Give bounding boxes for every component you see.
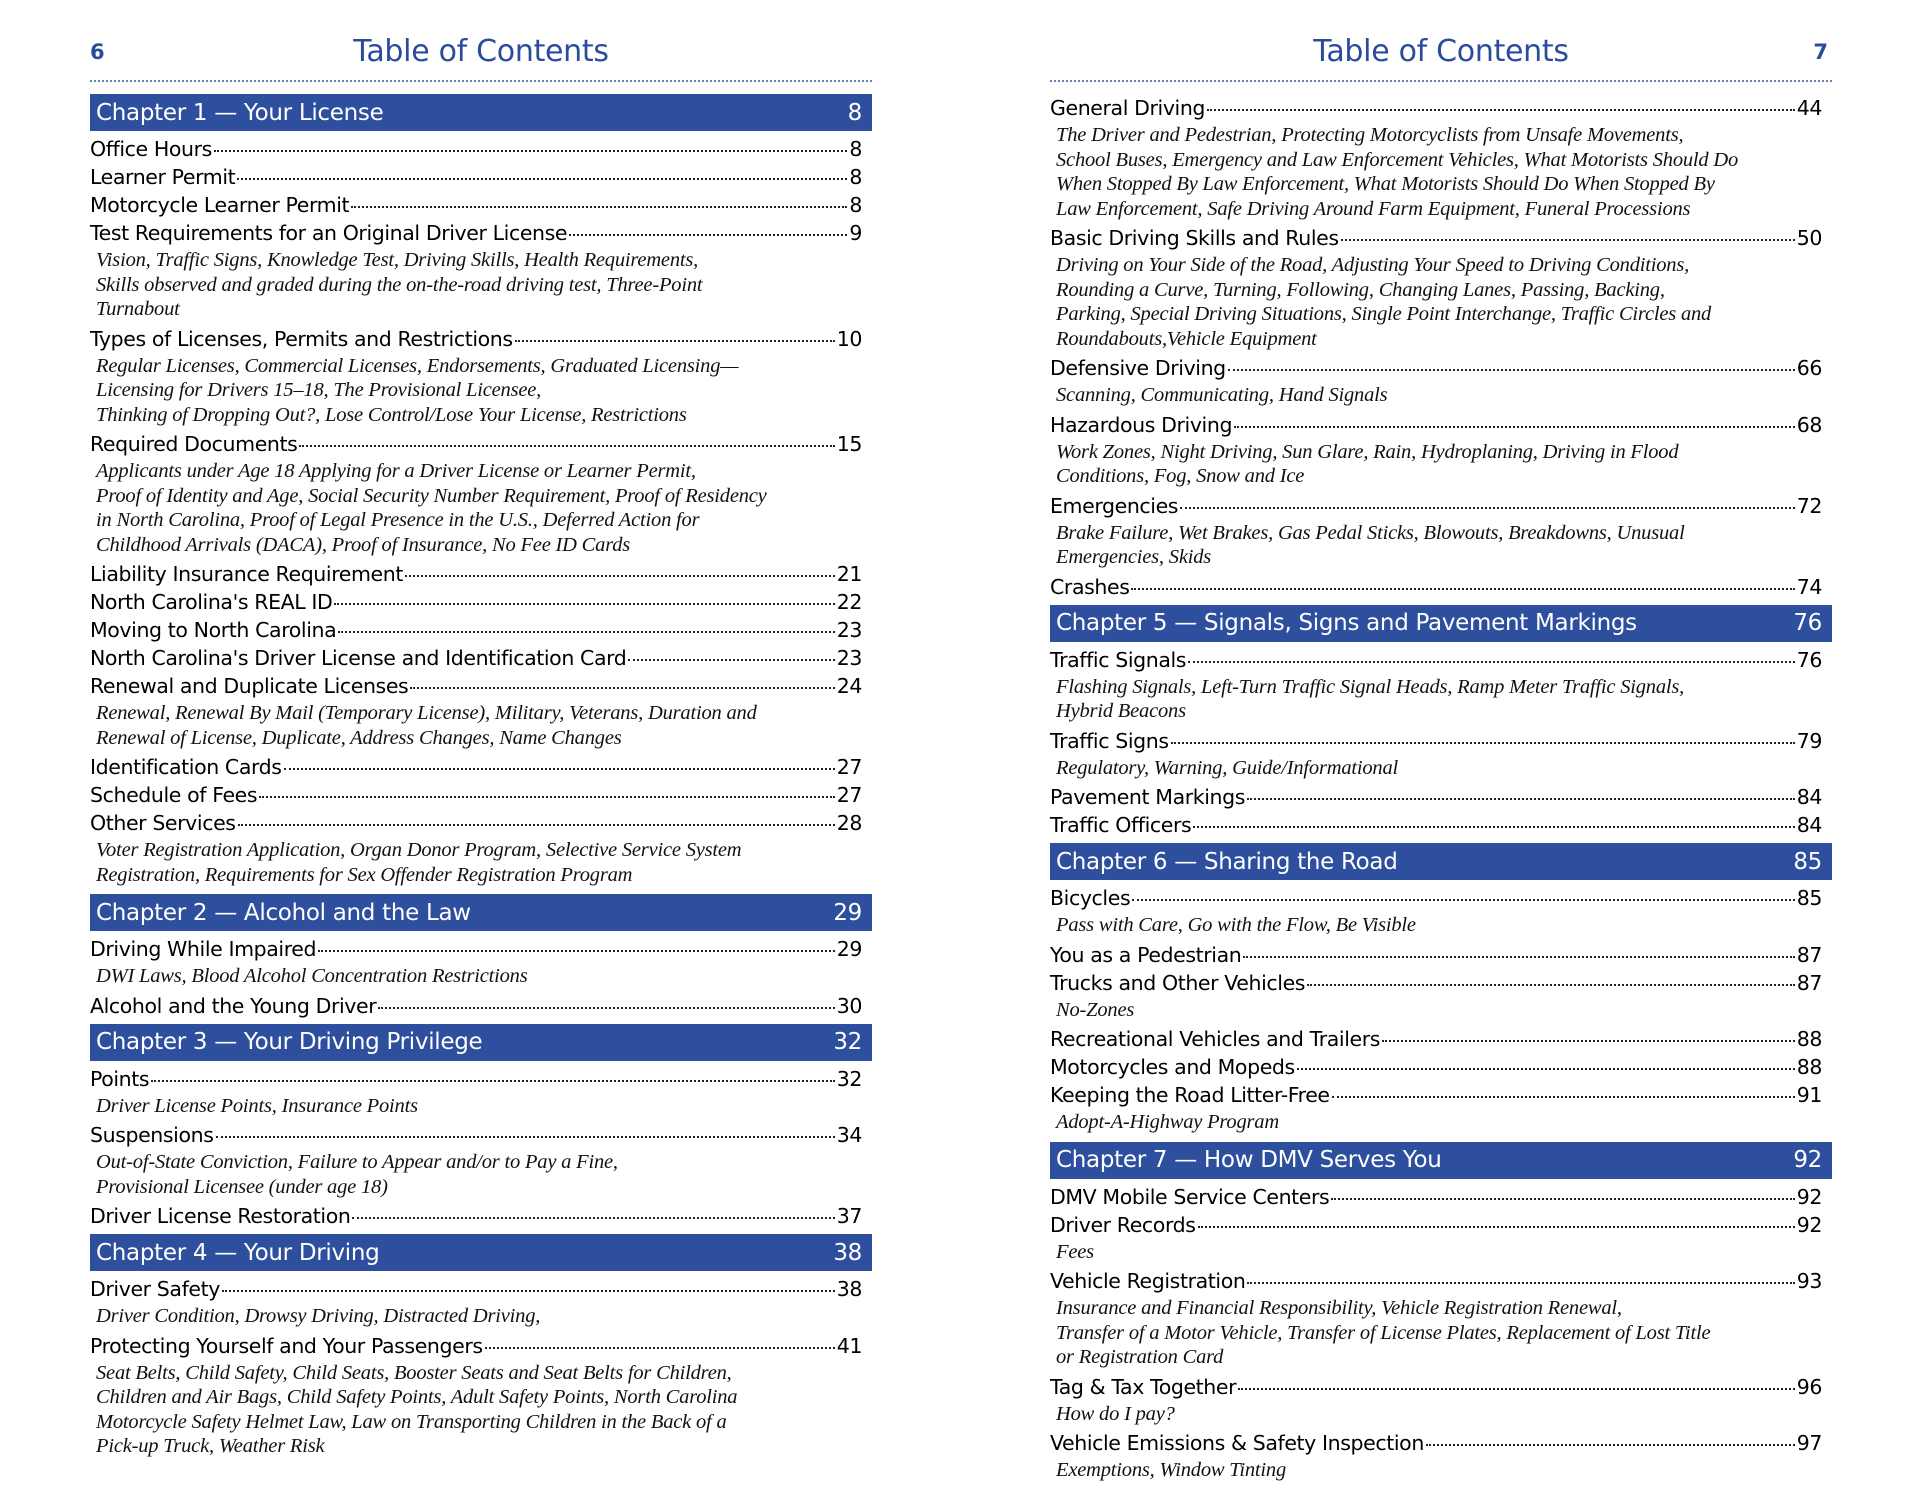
toc-entry[interactable] (90, 219, 872, 247)
toc-entry[interactable] (90, 1121, 872, 1149)
entry-page: 10 (836, 326, 862, 351)
entry-description (90, 837, 872, 890)
description-line: Childhood Arrivals (DACA), Proof of Insurance, No Fee ID Cards (96, 533, 631, 556)
toc-entry[interactable] (1050, 783, 1832, 811)
entry-label: Suspensions (90, 1123, 214, 1147)
dot-leader (214, 150, 847, 152)
description-line: Law Enforcement, Safe Driving Around Farm Equipment, Funeral Processions (1056, 197, 1691, 220)
dot-leader (1247, 798, 1795, 800)
entry-label: North Carolina's Driver License and Identification Card (90, 646, 627, 670)
entry-page: 68 (1796, 412, 1822, 437)
chapter-heading[interactable] (1050, 843, 1832, 880)
dot-leader (334, 603, 834, 605)
chapter-title: Chapter 4 — Your Driving (96, 1239, 380, 1266)
entry-description (1050, 122, 1832, 224)
toc-entry[interactable] (1050, 646, 1832, 674)
page-header (1050, 0, 1832, 80)
chapter-page: 85 (1793, 848, 1822, 875)
description-line: Scanning, Communicating, Hand Signals (1056, 384, 1388, 406)
entry-label: Pavement Markings (1050, 785, 1246, 809)
dot-leader (1234, 426, 1795, 428)
entry-description (1050, 520, 1832, 573)
dot-leader (1238, 1388, 1795, 1390)
toc-entry[interactable] (1050, 884, 1832, 912)
dot-leader (1331, 1198, 1794, 1200)
entry-label: Liability Insurance Requirement (90, 562, 403, 586)
entry-description (1050, 1109, 1832, 1138)
dot-leader (1341, 239, 1795, 241)
entry-description (1050, 997, 1832, 1026)
entry-description (1050, 912, 1832, 941)
entry-page: 29 (836, 937, 862, 961)
entry-description (90, 353, 872, 431)
toc-entry[interactable] (90, 672, 872, 700)
toc-entry[interactable] (90, 325, 872, 353)
toc-entry[interactable] (1050, 969, 1832, 997)
description-line: Transfer of a Motor Vehicle, Transfer of License Plates, Replacement of Lost Title (1056, 1321, 1711, 1344)
entry-label: Schedule of Fees (90, 783, 258, 807)
dot-leader (299, 445, 834, 447)
entry-page: 84 (1796, 813, 1822, 837)
chapter-heading[interactable] (90, 894, 872, 931)
chapter-title: Chapter 1 — Your License (96, 99, 384, 126)
toc-entry[interactable] (90, 588, 872, 616)
toc-list (1050, 94, 1832, 1486)
description-line: Flashing Signals, Left-Turn Traffic Signal Heads, Ramp Meter Traffic Signals, (1056, 675, 1685, 698)
description-line: Parking, Special Driving Situations, Single Point Interchange, Traffic Circles and (1056, 303, 1712, 325)
dot-leader (238, 824, 835, 826)
entry-page: 96 (1796, 1374, 1822, 1399)
description-line: No-Zones (1056, 998, 1135, 1021)
entry-page: 87 (1796, 942, 1822, 967)
entry-page: 92 (1796, 1212, 1822, 1237)
entry-page: 76 (1796, 647, 1822, 672)
toc-entry[interactable] (1050, 811, 1832, 839)
entry-label: Vehicle Registration (1050, 1269, 1246, 1293)
entry-label: Traffic Signals (1050, 647, 1187, 672)
dot-leader (1131, 588, 1794, 590)
entry-label: Types of Licenses, Permits and Restrictions (90, 326, 513, 351)
description-line: Applicants under Age 18 Applying for a Driver License or Learner Permit, (96, 460, 696, 482)
entry-page: 38 (836, 1277, 862, 1301)
dot-leader (216, 1136, 835, 1138)
right-page (1050, 0, 1832, 1486)
entry-label: Trucks and Other Vehicles (1050, 970, 1306, 995)
description-line: Work Zones, Night Driving, Sun Glare, Rain, Hydroplaning, Driving in Flood (1056, 440, 1679, 463)
entry-page: 66 (1796, 356, 1822, 380)
entry-label: You as a Pedestrian (1050, 942, 1242, 967)
description-line: Adopt-A-Highway Program (1056, 1111, 1279, 1133)
toc-entry[interactable] (1050, 492, 1832, 520)
chapter-heading[interactable] (1050, 1142, 1832, 1179)
toc-entry[interactable] (1050, 573, 1832, 601)
entry-page: 74 (1796, 574, 1822, 599)
entry-page: 15 (836, 432, 862, 456)
entry-description (1050, 755, 1832, 784)
entry-description (1050, 674, 1832, 727)
toc-entry[interactable] (1050, 1373, 1832, 1401)
entry-page: 23 (836, 646, 862, 670)
chapter-page: 29 (833, 899, 862, 926)
entry-label: Recreational Vehicles and Trailers (1050, 1027, 1381, 1051)
dot-leader (352, 1217, 834, 1219)
chapter-heading[interactable] (1050, 605, 1832, 642)
entry-description (1050, 1401, 1832, 1430)
description-line: in North Carolina, Proof of Legal Presence in the U.S., Deferred Action for (96, 509, 700, 531)
toc-entry[interactable] (90, 135, 872, 163)
chapter-page: 38 (833, 1239, 862, 1266)
entry-label: Basic Driving Skills and Rules (1050, 226, 1339, 250)
entry-label: Defensive Driving (1050, 356, 1226, 380)
entry-label: Driver Safety (90, 1277, 220, 1301)
toc-entry[interactable] (90, 1275, 872, 1303)
entry-description (1050, 439, 1832, 492)
entry-label: Points (90, 1066, 150, 1091)
description-line: Voter Registration Application, Organ Donor Program, Selective Service System (96, 839, 742, 861)
dot-leader (569, 234, 847, 236)
dotted-divider (1050, 80, 1832, 82)
entry-label: Traffic Signs (1050, 728, 1169, 753)
description-line: Insurance and Financial Responsibility, Vehicle Registration Renewal, (1056, 1297, 1622, 1319)
entry-page: 28 (836, 811, 862, 835)
page-number: 6 (90, 40, 105, 64)
chapter-title: Chapter 2 — Alcohol and the Law (96, 899, 471, 926)
entry-page: 8 (849, 193, 862, 217)
entry-description (1050, 252, 1832, 354)
toc-entry[interactable] (90, 1065, 872, 1093)
description-line: Pass with Care, Go with the Flow, Be Visible (1056, 914, 1416, 936)
toc-entry[interactable] (1050, 1211, 1832, 1239)
entry-page: 23 (836, 618, 862, 642)
entry-page: 22 (836, 590, 862, 614)
entry-label: Motorcycles and Mopeds (1050, 1055, 1295, 1079)
dot-leader (1180, 507, 1795, 509)
entry-description (90, 1303, 872, 1332)
description-line: Driving on Your Side of the Road, Adjusting Your Speed to Driving Conditions, (1056, 254, 1690, 276)
dot-leader (1171, 742, 1795, 744)
dot-leader (410, 687, 834, 689)
description-line: How do I pay? (1056, 1402, 1175, 1425)
toc-entry[interactable] (1050, 411, 1832, 439)
chapter-heading[interactable] (90, 94, 872, 131)
toc-entry[interactable] (90, 644, 872, 672)
toc-entry[interactable] (90, 560, 872, 588)
description-line: Driver Condition, Drowsy Driving, Distracted Driving, (96, 1305, 541, 1327)
page-title: Table of Contents (353, 34, 609, 69)
left-page (90, 0, 872, 1462)
entry-label: Emergencies (1050, 493, 1179, 518)
description-line: Conditions, Fog, Snow and Ice (1056, 465, 1305, 487)
chapter-title: Chapter 5 — Signals, Signs and Pavement Markings (1056, 610, 1637, 636)
entry-description (90, 963, 872, 992)
entry-description (1050, 1295, 1832, 1373)
chapter-heading[interactable] (90, 1024, 872, 1061)
toc-entry[interactable] (90, 753, 872, 781)
entry-label: Motorcycle Learner Permit (90, 193, 350, 217)
description-line: Proof of Identity and Age, Social Security Number Requirement, Proof of Residency (96, 484, 767, 507)
entry-label: Driver Records (1050, 1212, 1196, 1237)
description-line: Out-of-State Conviction, Failure to Appear and/or to Pay a Fine, (96, 1151, 618, 1173)
toc-entry[interactable] (1050, 1267, 1832, 1295)
toc-entry[interactable] (90, 430, 872, 458)
dot-leader (1188, 661, 1795, 663)
description-line: When Stopped By Law Enforcement, What Motorists Should Do When Stopped By (1056, 173, 1715, 195)
entry-description (90, 700, 872, 753)
dot-leader (318, 950, 835, 952)
dot-leader (284, 768, 835, 770)
dot-leader (338, 631, 834, 633)
description-line: Licensing for Drivers 15–18, The Provisional Licensee, (96, 379, 542, 401)
entry-page: 88 (1796, 1055, 1822, 1079)
toc-list (90, 94, 872, 1462)
entry-description (90, 247, 872, 325)
dot-leader (378, 1007, 834, 1009)
entry-label: Learner Permit (90, 165, 236, 189)
chapter-title: Chapter 3 — Your Driving Privilege (96, 1029, 483, 1055)
description-line: Skills observed and graded during the on-the-road driving test, Three-Point (96, 273, 703, 296)
entry-page: 93 (1796, 1269, 1822, 1293)
chapter-title: Chapter 7 — How DMV Serves You (1056, 1147, 1442, 1173)
entry-page: 32 (836, 1066, 862, 1091)
dot-leader (351, 206, 847, 208)
entry-label: DMV Mobile Service Centers (1050, 1184, 1330, 1209)
entry-page: 8 (849, 165, 862, 189)
chapter-page: 92 (1793, 1147, 1822, 1173)
toc-entry[interactable] (1050, 354, 1832, 382)
entry-label: Office Hours (90, 137, 212, 161)
entry-page: 92 (1796, 1184, 1822, 1209)
entry-page: 50 (1796, 226, 1822, 250)
toc-entry[interactable] (90, 809, 872, 837)
page-number: 7 (1813, 40, 1828, 64)
dot-leader (1228, 369, 1795, 371)
toc-entry[interactable] (1050, 1025, 1832, 1053)
entry-label: Hazardous Driving (1050, 412, 1233, 437)
description-line: Vision, Traffic Signs, Knowledge Test, Driving Skills, Health Requirements, (96, 249, 699, 271)
toc-entry[interactable] (90, 1332, 872, 1360)
entry-page: 37 (836, 1204, 862, 1228)
entry-description (1050, 382, 1832, 411)
entry-label: Alcohol and the Young Driver (90, 993, 377, 1018)
description-line: Brake Failure, Wet Brakes, Gas Pedal Sticks, Blowouts, Breakdowns, Unusual (1056, 521, 1685, 544)
dot-leader (151, 1080, 835, 1082)
entry-page: 91 (1796, 1083, 1822, 1107)
entry-label: Keeping the Road Litter-Free (1050, 1083, 1330, 1107)
description-line: School Buses, Emergency and Law Enforcement Vehicles, What Motorists Should Do (1056, 148, 1739, 171)
entry-description (90, 1149, 872, 1202)
toc-entry[interactable] (1050, 727, 1832, 755)
description-line: Emergencies, Skids (1056, 546, 1212, 568)
toc-entry[interactable] (1050, 94, 1832, 122)
dot-leader (485, 1347, 835, 1349)
entry-page: 8 (849, 137, 862, 161)
chapter-title: Chapter 6 — Sharing the Road (1056, 848, 1398, 875)
chapter-page: 8 (847, 99, 862, 126)
page-header (90, 0, 872, 80)
dot-leader (259, 796, 835, 798)
entry-page: 85 (1796, 886, 1822, 910)
dot-leader (1198, 1226, 1795, 1228)
dot-leader (1332, 1096, 1795, 1098)
description-line: Fees (1056, 1240, 1094, 1263)
entry-description (90, 458, 872, 560)
entry-label: Bicycles (1050, 886, 1131, 910)
dot-leader (237, 178, 847, 180)
entry-page: 79 (1796, 728, 1822, 753)
chapter-page: 76 (1793, 610, 1822, 636)
entry-label: Identification Cards (90, 755, 282, 779)
description-line: Turnabout (96, 298, 180, 320)
entry-description (90, 1360, 872, 1462)
entry-page: 88 (1796, 1027, 1822, 1051)
dot-leader (1382, 1040, 1795, 1042)
description-line: The Driver and Pedestrian, Protecting Motorcyclists from Unsafe Movements, (1056, 124, 1684, 146)
toc-entry[interactable] (1050, 941, 1832, 969)
description-line: Renewal, Renewal By Mail (Temporary License), Military, Veterans, Duration and (96, 702, 757, 724)
entry-page: 84 (1796, 785, 1822, 809)
dot-leader (405, 575, 835, 577)
dot-leader (1297, 1068, 1795, 1070)
entry-page: 72 (1796, 493, 1822, 518)
dot-leader (628, 659, 834, 661)
toc-entry[interactable] (1050, 224, 1832, 252)
description-line: DWI Laws, Blood Alcohol Concentration Restrictions (96, 965, 528, 987)
dot-leader (1207, 109, 1795, 111)
entry-label: North Carolina's REAL ID (90, 590, 333, 614)
entry-label: Protecting Yourself and Your Passengers (90, 1333, 483, 1358)
entry-page: 44 (1796, 96, 1822, 120)
chapter-page: 32 (833, 1029, 862, 1055)
entry-label: Vehicle Emissions & Safety Inspection (1050, 1431, 1424, 1455)
dotted-divider (90, 80, 872, 82)
description-line: Regulatory, Warning, Guide/Informational (1056, 756, 1399, 779)
entry-page: 27 (836, 755, 862, 779)
toc-entry[interactable] (1050, 1183, 1832, 1211)
dot-leader (1193, 826, 1794, 828)
description-line: Hybrid Beacons (1056, 700, 1186, 722)
entry-label: Renewal and Duplicate Licenses (90, 674, 409, 698)
entry-label: Other Services (90, 811, 236, 835)
dot-leader (1426, 1444, 1795, 1446)
toc-entry[interactable] (90, 616, 872, 644)
entry-description (90, 1093, 872, 1122)
description-line: Regular Licenses, Commercial Licenses, Endorsements, Graduated Licensing— (96, 354, 739, 377)
entry-label: Required Documents (90, 432, 298, 456)
entry-label: Tag & Tax Together (1050, 1374, 1237, 1399)
description-line: Children and Air Bags, Child Safety Points, Adult Safety Points, North Carolina (96, 1386, 738, 1408)
dot-leader (1307, 984, 1795, 986)
toc-entry[interactable] (90, 163, 872, 191)
entry-label: Traffic Officers (1050, 813, 1192, 837)
entry-label: Test Requirements for an Original Driver License (90, 221, 568, 245)
entry-label: General Driving (1050, 96, 1206, 120)
entry-description (1050, 1239, 1832, 1268)
description-line: Thinking of Dropping Out?, Lose Control/Lose Your License, Restrictions (96, 403, 687, 426)
entry-label: Driver License Restoration (90, 1204, 351, 1228)
toc-entry[interactable] (90, 935, 872, 963)
description-line: Registration, Requirements for Sex Offender Registration Program (96, 863, 633, 886)
entry-page: 24 (836, 674, 862, 698)
dot-leader (1132, 899, 1794, 901)
entry-label: Crashes (1050, 574, 1130, 599)
entry-label: Moving to North Carolina (90, 618, 337, 642)
toc-entry[interactable] (1050, 1081, 1832, 1109)
description-line: Seat Belts, Child Safety, Child Seats, Booster Seats and Seat Belts for Children, (96, 1361, 732, 1384)
toc-entry[interactable] (1050, 1429, 1832, 1457)
entry-page: 41 (836, 1333, 862, 1358)
description-line: Provisional Licensee (under age 18) (96, 1175, 388, 1198)
entry-label: Driving While Impaired (90, 937, 317, 961)
entry-page: 87 (1796, 970, 1822, 995)
description-line: Pick-up Truck, Weather Risk (96, 1435, 325, 1457)
entry-page: 34 (836, 1123, 862, 1147)
toc-entry[interactable] (1050, 1053, 1832, 1081)
entry-page: 9 (849, 221, 862, 245)
description-line: Motorcycle Safety Helmet Law, Law on Transporting Children in the Back of a (96, 1410, 727, 1433)
description-line: Exemptions, Window Tinting (1056, 1459, 1286, 1481)
toc-entry[interactable] (90, 992, 872, 1020)
toc-entry[interactable] (90, 781, 872, 809)
dot-leader (1243, 956, 1794, 958)
dot-leader (515, 340, 835, 342)
dot-leader (1247, 1282, 1794, 1284)
entry-page: 97 (1796, 1431, 1822, 1455)
toc-entry[interactable] (90, 1202, 872, 1230)
entry-description (1050, 1457, 1832, 1486)
entry-page: 27 (836, 783, 862, 807)
page-title: Table of Contents (1313, 34, 1569, 69)
chapter-heading[interactable] (90, 1234, 872, 1271)
description-line: or Registration Card (1056, 1346, 1224, 1368)
description-line: Renewal of License, Duplicate, Address Changes, Name Changes (96, 726, 622, 749)
toc-entry[interactable] (90, 191, 872, 219)
dot-leader (222, 1290, 835, 1292)
description-line: Driver License Points, Insurance Points (96, 1094, 418, 1117)
entry-page: 30 (836, 993, 862, 1018)
description-line: Rounding a Curve, Turning, Following, Changing Lanes, Passing, Backing, (1056, 278, 1665, 301)
entry-page: 21 (836, 562, 862, 586)
description-line: Roundabouts,Vehicle Equipment (1056, 327, 1317, 350)
